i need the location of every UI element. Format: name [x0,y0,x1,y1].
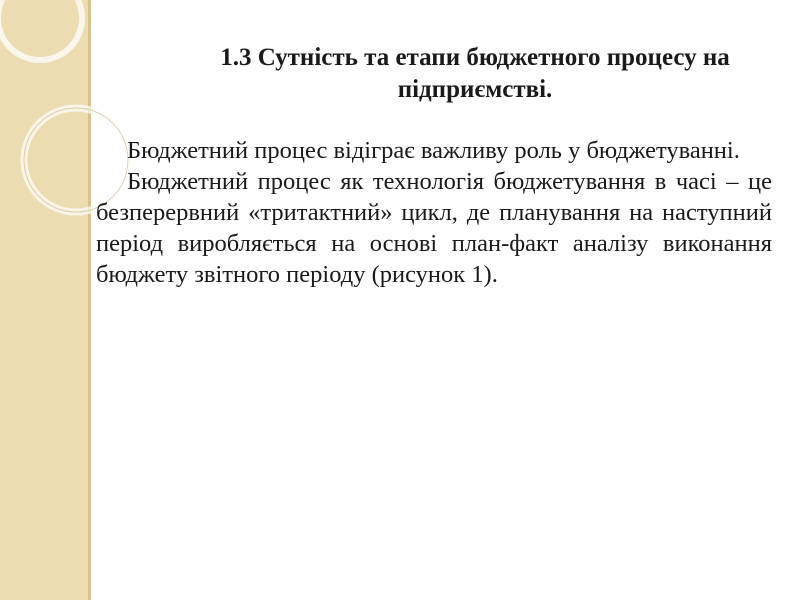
paragraph: Бюджетний процес як технологія бюджетування в часі – це безперервний «тритактний» цикл, де планування на наступний період виробляється на основі план-факт аналізу виконання бюджету звітного періоду (рисунок 1). [96,168,772,288]
slide-title: 1.3 Сутність та етапи бюджетного процесу на підприємстві. [220,44,730,103]
body-text [96,135,772,290]
paragraph: Бюджетний процес відіграє важливу роль у бюджетуванні. [127,137,740,164]
